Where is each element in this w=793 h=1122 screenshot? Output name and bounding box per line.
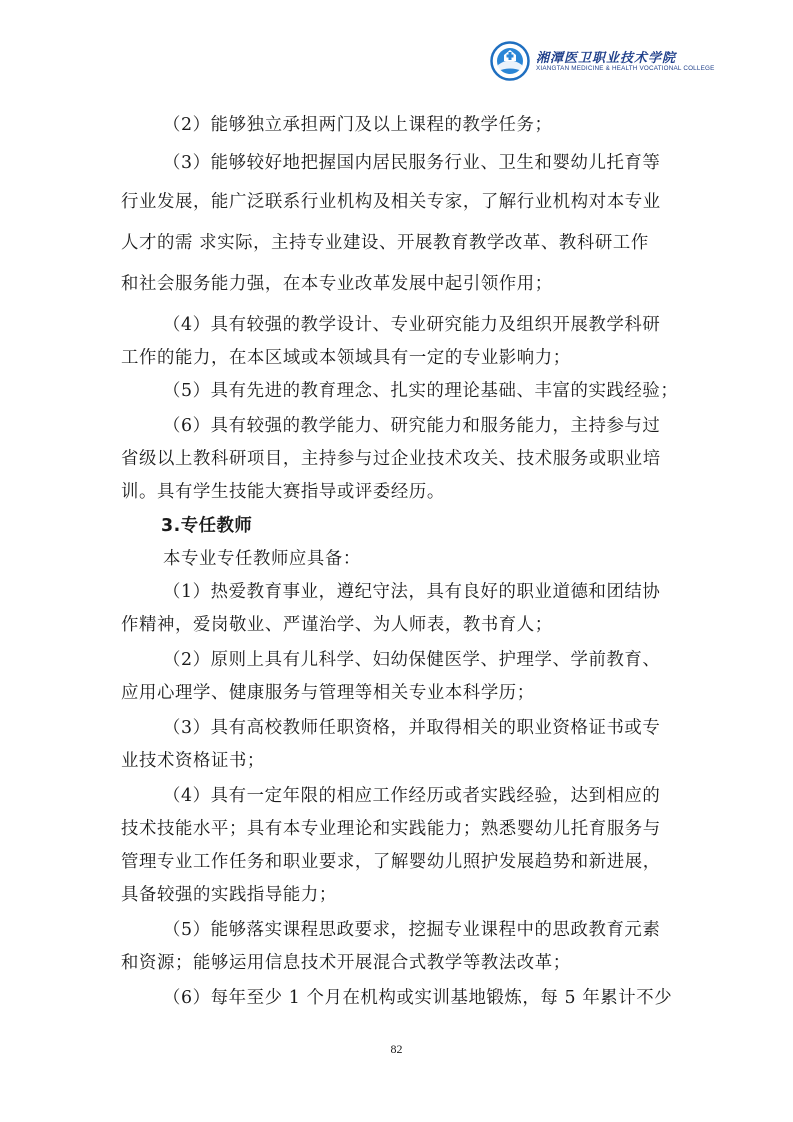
- paragraph-line: 省级以上教科研项目，主持参与过企业技术攻关、技术服务或职业培: [121, 449, 661, 469]
- section-heading: 3.专任教师: [161, 516, 253, 536]
- paragraph-line: 人才的需 求实际，主持专业建设、开展教育教学改革、教科研工作: [121, 233, 649, 253]
- paragraph-line: （4）具有一定年限的相应工作经历或者实践经验，达到相应的: [163, 786, 661, 806]
- paragraph-line: （1）热爱教育事业，遵纪守法，具有良好的职业道德和团结协: [163, 582, 661, 602]
- paragraph-line: 和社会服务能力强，在本专业改革发展中起引领作用；: [121, 274, 553, 294]
- paragraph-line: 训。具有学生技能大赛指导或评委经历。: [121, 482, 445, 502]
- paragraph-line: （3）具有高校教师任职资格，并取得相关的职业资格证书或专: [163, 718, 661, 738]
- school-name-cn: 湘潭医卫职业技术学院: [536, 51, 677, 66]
- paragraph-line: 技术技能水平；具有本专业理论和实践能力；熟悉婴幼儿托育服务与: [121, 819, 661, 839]
- paragraph-line: 工作的能力，在本区域或本领域具有一定的专业影响力；: [121, 348, 571, 368]
- paragraph-line: 作精神，爱岗敬业、严谨治学、为人师表，教书育人；: [121, 615, 553, 635]
- paragraph-line: 和资源；能够运用信息技术开展混合式教学等教法改革；: [121, 953, 571, 973]
- paragraph-line: 行业发展，能广泛联系行业机构及相关专家，了解行业机构对本专业: [121, 192, 661, 212]
- paragraph-line: 本专业专任教师应具备：: [163, 549, 361, 569]
- paragraph-line: （6）具有较强的教学能力、研究能力和服务能力，主持参与过: [163, 416, 661, 436]
- paragraph-line: 业技术资格证书；: [121, 751, 265, 771]
- paragraph-line: （3）能够较好地把握国内居民服务行业、卫生和婴幼儿托育等: [163, 153, 661, 173]
- paragraph-line: （5）具有先进的教育理念、扎实的理论基础、丰富的实践经验；: [163, 381, 679, 401]
- paragraph-line: 管理专业工作任务和职业要求，了解婴幼儿照护发展趋势和新进展，: [121, 852, 661, 872]
- paragraph-line: （2）原则上具有儿科学、妇幼保健医学、护理学、学前教育、: [163, 650, 661, 670]
- paragraph-line: 应用心理学、健康服务与管理等相关专业本科学历；: [121, 683, 535, 703]
- paragraph-line: （4）具有较强的教学设计、专业研究能力及组织开展教学科研: [163, 315, 661, 335]
- paragraph-line: 具备较强的实践指导能力；: [121, 885, 337, 905]
- school-name-en: XIANGTAN MEDICINE & HEALTH VOCATIONAL COLLEGE: [536, 65, 715, 72]
- paragraph-line: （6）每年至少 1 个月在机构或实训基地锻炼，每 5 年累计不少: [163, 988, 673, 1008]
- paragraph-line: （2）能够独立承担两门及以上课程的教学任务；: [163, 115, 553, 135]
- paragraph-line: （5）能够落实课程思政要求，挖掘专业课程中的思政教育元素: [163, 920, 661, 940]
- page-number: 82: [390, 1042, 403, 1056]
